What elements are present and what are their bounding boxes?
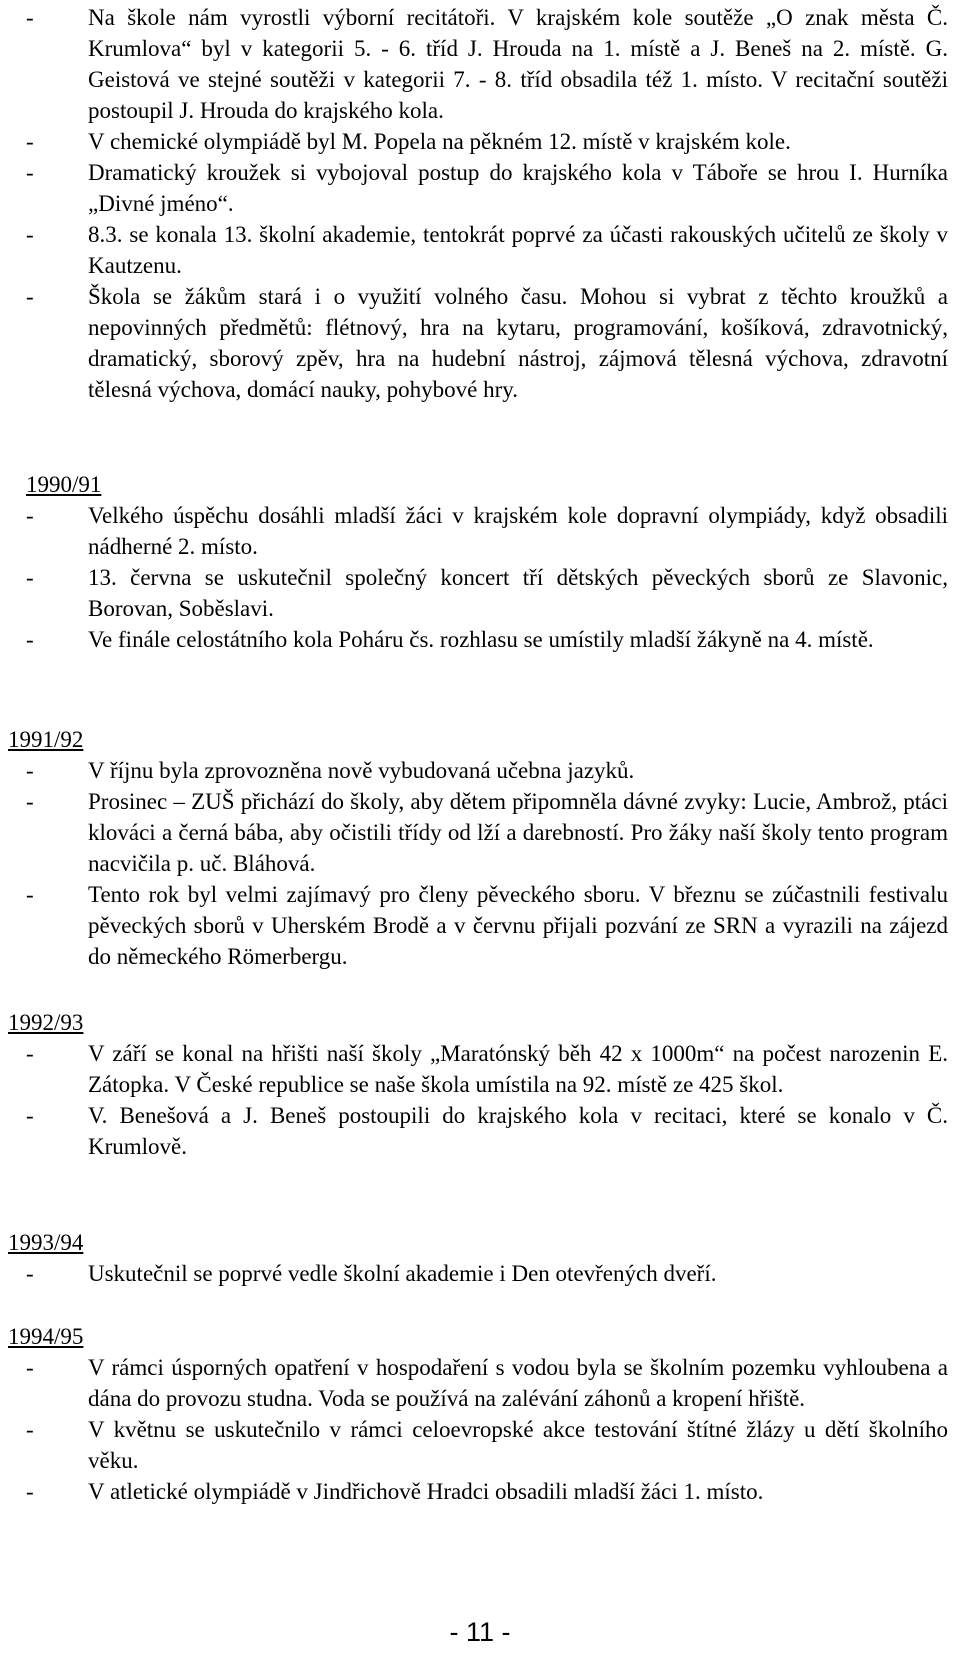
list-item [0,281,954,405]
list-item [0,219,954,281]
dash-bullet: - [26,160,34,185]
dash-bullet: - [26,789,34,814]
item-text: Prosinec – ZUŠ přichází do školy, aby dětem připomněla dávné zvyky: Lucie, Ambrož, ptáci klováci a černá bába, aby očistili třídy od lží a darebností. Pro žáky naší školy tento program nacvičila p. uč. Bláhová. [88,789,948,876]
section-1990-91 [0,470,954,655]
item-text: V rámci úsporných opatření v hospodaření s vodou byla se školním pozemku vyhloubena a dána do provozu studna. Voda se používá na zalévání záhonů a kropení hřiště. [88,1355,948,1411]
list-item [0,2,954,126]
dash-bullet: - [26,1355,34,1380]
list-item [0,1258,954,1289]
item-text: V. Benešová a J. Beneš postoupili do krajského kola v recitaci, které se konalo v Č. Krumlově. [88,1103,948,1159]
item-text: 13. června se uskutečnil společný koncert tří dětských pěveckých sborů ze Slavonic, Borovan, Soběslavi. [88,565,948,621]
dash-bullet: - [26,503,34,528]
dash-bullet: - [26,222,34,247]
list-item [0,879,954,972]
item-text: V atletické olympiádě v Jindřichově Hradci obsadili mladší žáci 1. místo. [88,1479,764,1504]
item-text: V říjnu byla zprovozněna nově vybudovaná učebna jazyků. [88,758,635,783]
dash-bullet: - [26,1103,34,1128]
section-1993-94 [0,1228,954,1289]
item-text: 8.3. se konala 13. školní akademie, tentokrát poprvé za účasti rakouských učitelů ze školy v Kautzenu. [88,222,948,278]
section-1992-93 [0,1008,954,1162]
list-item [0,1100,954,1162]
list-item [0,624,954,655]
item-text: Uskutečnil se poprvé vedle školní akademie i Den otevřených dveří. [88,1261,717,1286]
dash-bullet: - [26,758,34,783]
section-1994-95 [0,1322,954,1507]
item-text: Dramatický kroužek si vybojoval postup do krajského kola v Táboře se hrou I. Hurníka „Divné jméno“. [88,160,948,216]
list-item [0,157,954,219]
item-text: Na škole nám vyrostli výborní recitátoři. V krajském kole soutěže „O znak města Č. Krumlova“ byl v kategorii 5. - 6. tříd J. Hrouda na 1. místě a J. Beneš na 2. místě. G. Geistová ve stejné soutěži v kategorii 7. - 8. tříd obsadila též 1. místo. V recitační soutěži postoupil J. Hrouda do krajského kola. [88,5,948,123]
dash-bullet: - [26,1261,34,1286]
item-text: V září se konal na hřišti naší školy „Maratónský běh 42 x 1000m“ na počest narozenin E. Zátopka. V České republice se naše škola umístila na 92. místě ze 425 škol. [88,1041,948,1097]
list-item [0,786,954,879]
dash-bullet: - [26,284,34,309]
list-item [0,1352,954,1414]
dash-bullet: - [26,129,34,154]
list-item [0,562,954,624]
dash-bullet: - [26,5,34,30]
section-year-heading: 1993/94 [8,1230,84,1255]
item-text: V květnu se uskutečnilo v rámci celoevropské akce testování štítné žlázy u dětí školního věku. [88,1417,948,1473]
section-year-heading: 1994/95 [8,1324,84,1349]
dash-bullet: - [26,1479,34,1504]
section-1991-92 [0,725,954,972]
item-text: Ve finále celostátního kola Poháru čs. rozhlasu se umístily mladší žákyně na 4. místě. [88,627,874,652]
list-item [0,500,954,562]
item-text: Škola se žákům stará i o využití volného času. Mohou si vybrat z těchto kroužků a nepovinných předmětů: flétnový, hra na kytaru, programování, košíková, zdravotnický, dramatický, sborový zpěv, hra na hudební nástroj, zájmová tělesná výchova, zdravotní tělesná výchova, domácí nauky, pohybové hry. [88,284,948,402]
section-year-heading: 1990/91 [26,472,102,497]
dash-bullet: - [26,565,34,590]
list-item [0,126,954,157]
page-number: - 11 - [449,1617,511,1647]
list-item [0,755,954,786]
list-item [0,1414,954,1476]
intro-list [0,2,954,405]
dash-bullet: - [26,1417,34,1442]
dash-bullet: - [26,1041,34,1066]
dash-bullet: - [26,882,34,907]
dash-bullet: - [26,627,34,652]
item-text: Velkého úspěchu dosáhli mladší žáci v krajském kole dopravní olympiády, když obsadili nádherné 2. místo. [88,503,948,559]
list-item [0,1038,954,1100]
section-year-heading: 1991/92 [8,727,84,752]
item-text: V chemické olympiádě byl M. Popela na pěkném 12. místě v krajském kole. [88,129,791,154]
list-item [0,1476,954,1507]
section-year-heading: 1992/93 [8,1010,84,1035]
item-text: Tento rok byl velmi zajímavý pro členy pěveckého sboru. V březnu se zúčastnili festivalu pěveckých sborů v Uherském Brodě a v červnu přijali pozvání ze SRN a vyrazili na zájezd do německého Römerbergu. [88,882,948,969]
